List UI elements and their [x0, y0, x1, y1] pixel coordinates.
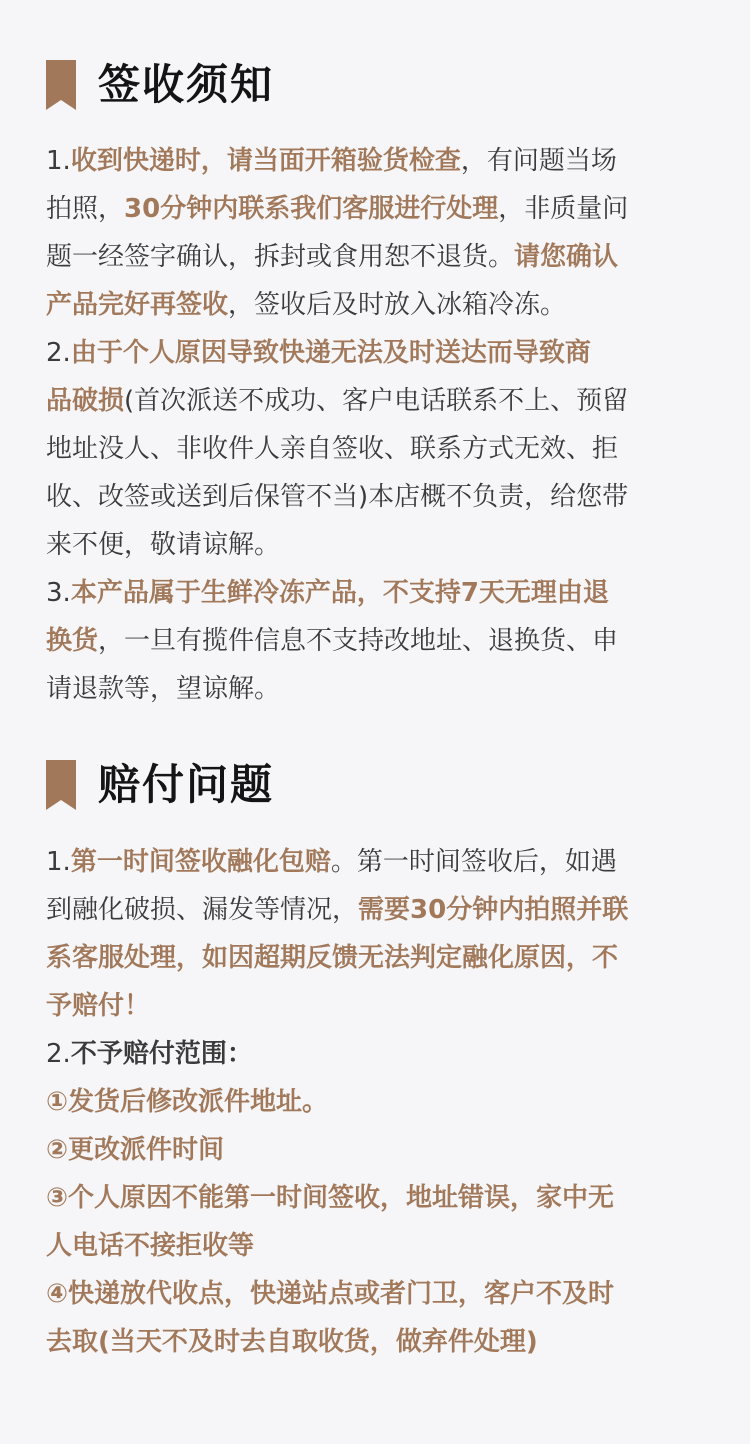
highlight-text: 品破损 [46, 386, 125, 416]
section-title: 赔付问题 [98, 760, 275, 809]
highlight-text: 系客服处理，如因超期反馈无法判定融化原因，不 [46, 943, 619, 973]
body-text: 2. [46, 1039, 71, 1069]
highlight-text: 去取(当天不及时去自取收货，做弃件处理) [46, 1327, 538, 1357]
text-line [46, 281, 706, 329]
highlight-text: 请您确认 [514, 242, 619, 272]
body-text: 到融化破损、漏发等情况， [46, 895, 359, 925]
highlight-text: 本产品属于生鲜冷冻产品，不支持7天无理由退 [70, 578, 609, 608]
text-line [46, 521, 706, 569]
section-title: 签收须知 [98, 60, 275, 109]
text-line [46, 377, 706, 425]
text-line [46, 886, 706, 934]
highlight-text: 需要30分钟内拍照并联 [358, 895, 629, 925]
highlight-text: 收到快递时，请当面开箱验货检查 [70, 146, 461, 176]
text-line [46, 1030, 706, 1078]
text-line [46, 569, 706, 617]
text-line [46, 934, 706, 982]
text-line [46, 185, 706, 233]
body-text: 。第一时间签收后，如遇 [330, 847, 617, 877]
compensation-header [46, 757, 274, 813]
body-text: 1. [46, 146, 71, 176]
notice-header [46, 57, 274, 113]
body-text: ，非质量问 [498, 194, 629, 224]
body-text: 地址没人、非收件人亲自签收、联系方式无效、拒 [46, 434, 619, 464]
highlight-text: 人电话不接拒收等 [46, 1231, 255, 1261]
body-text: (首次派送不成功、客户电话联系不上、预留 [124, 386, 629, 416]
bookmark-icon [46, 60, 76, 110]
body-text: 收、改签或送到后保管不当)本店概不负责，给您带 [46, 482, 629, 512]
text-line [46, 1174, 706, 1222]
text-line [46, 473, 706, 521]
highlight-text: ②更改派件时间 [46, 1135, 225, 1165]
body-text: 3. [46, 578, 71, 608]
body-text: 1. [46, 847, 71, 877]
highlight-text: 予赔付！ [46, 991, 151, 1021]
text-line [46, 329, 706, 377]
text-line [46, 617, 706, 665]
highlight-text: ①发货后修改派件地址。 [46, 1087, 329, 1117]
highlight-text: ④快递放代收点，快递站点或者门卫，客户不及时 [46, 1279, 615, 1309]
highlight-text: ③个人原因不能第一时间签收，地址错误，家中无 [46, 1183, 615, 1213]
body-text: ，签收后及时放入冰箱冷冻。 [228, 290, 567, 320]
text-line [46, 982, 706, 1030]
body-text: 拍照， [46, 194, 125, 224]
text-line [46, 1318, 706, 1366]
text-line [46, 1078, 706, 1126]
highlight-text: 产品完好再签收 [46, 290, 229, 320]
text-line [46, 233, 706, 281]
body-text: ，有问题当场 [460, 146, 617, 176]
body-text: 题一经签字确认，拆封或食用恕不退货。 [46, 242, 515, 272]
text-line [46, 665, 706, 713]
text-line [46, 137, 706, 185]
text-line [46, 838, 706, 886]
body-text: 不予赔付范围： [70, 1039, 253, 1069]
text-line [46, 1222, 706, 1270]
bookmark-icon [46, 760, 76, 810]
body-text: 请退款等，望谅解。 [46, 674, 281, 704]
body-text: ，一旦有揽件信息不支持改地址、退换货、申 [98, 626, 619, 656]
body-text: 来不便，敬请谅解。 [46, 530, 281, 560]
body-text: 2. [46, 338, 71, 368]
text-line [46, 1126, 706, 1174]
highlight-text: 换货 [46, 626, 99, 656]
highlight-text: 由于个人原因导致快递无法及时送达而导致商 [70, 338, 591, 368]
highlight-text: 30分钟内联系我们客服进行处理 [124, 194, 499, 224]
text-line [46, 425, 706, 473]
highlight-text: 第一时间签收融化包赔 [70, 847, 331, 877]
text-line [46, 1270, 706, 1318]
